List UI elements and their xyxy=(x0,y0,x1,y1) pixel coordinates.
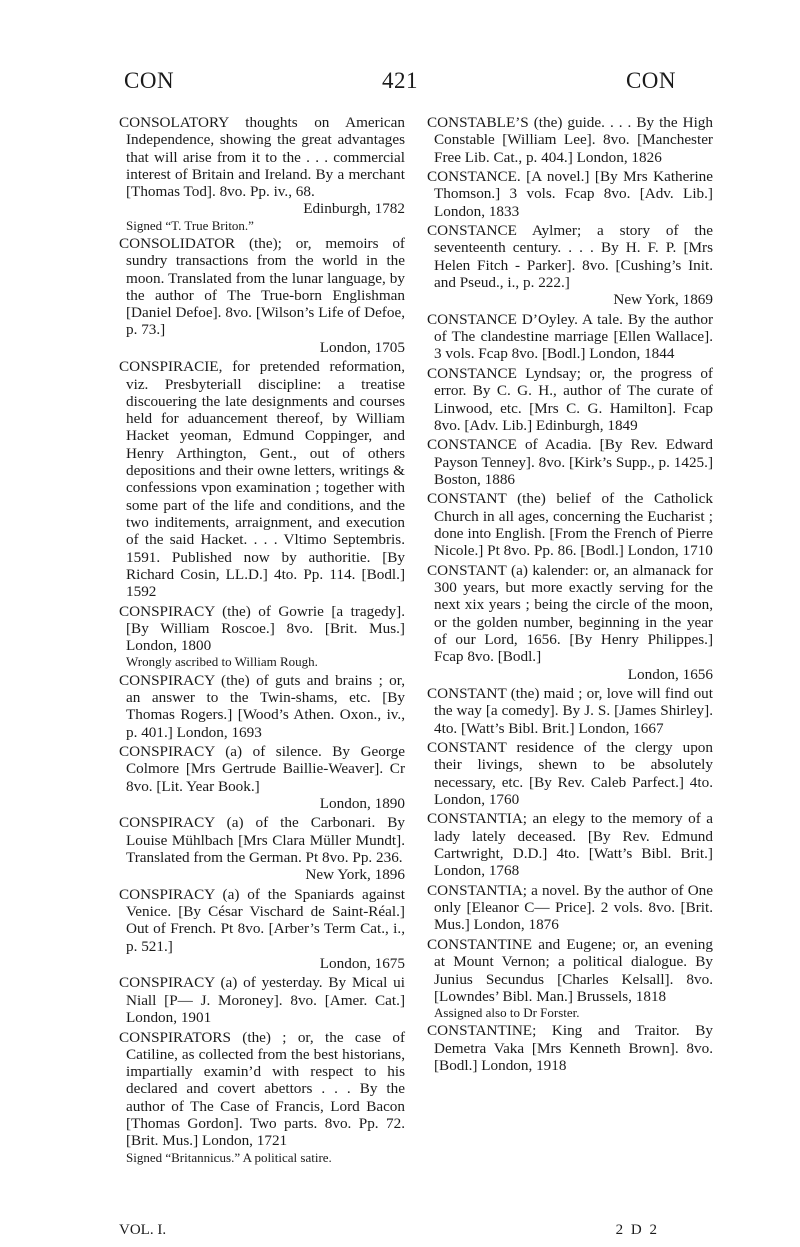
entry-text: CONSTANCE Aylmer; a story of the seventeenth century. . . . By H. F. P. [Mrs Helen Fitch - Parker]. 8vo. [Cushing’s Init. and Pseud., i., p. 222.] xyxy=(427,222,713,292)
catalogue-entry xyxy=(427,311,713,363)
entry-imprint: London, 1675 xyxy=(319,954,405,972)
entry-text: CONSPIRACY (the) of guts and brains ; or, an answer to the Twin-shams, etc. [By Thomas Rogers.] [Wood’s Athen. Oxon., iv., p. 401.] London, 1693 xyxy=(119,671,405,741)
entry-text: CONSTANCE Lyndsay; or, the progress of error. By C. G. H., author of The curate of Linwood, etc. [Mrs C. G. Hamilton]. Fcap 8vo. [Adv. Lib.] Edinburgh, 1849 xyxy=(427,364,713,434)
entry-text: CONSTANTIA; an elegy to the memory of a lady lately deceased. [By Rev. Edmund Cartwright, D.D.] 4to. [Watt’s Bibl. Brit.] London, 1768 xyxy=(427,810,713,880)
catalogue-entry xyxy=(119,814,405,883)
entry-text: CONSTANCE. [A novel.] [By Mrs Katherine Thomson.] 3 vols. Fcap 8vo. [Adv. Lib.] London, 1833 xyxy=(427,168,713,220)
entry-text: CONSPIRACY (a) of the Carbonari. By Louise Mühlbach [Mrs Clara Müller Mundt]. Translated from the German. Pt 8vo. Pp. 236. xyxy=(119,814,405,866)
entry-imprint: London, 1656 xyxy=(627,665,713,683)
entry-text: CONSPIRACY (a) of the Spaniards against Venice. [By César Vischard de Saint-Réal.] Out of French. Pt 8vo. [Arber’s Term Cat., i., p. 521.] xyxy=(119,885,405,955)
catalogue-entry xyxy=(119,886,405,972)
catalogue-entry xyxy=(427,685,713,737)
entry-text: CONSTANT (the) maid ; or, love will find out the way [a comedy]. By J. S. [James Shirley]. 4to. [Watt’s Bibl. Brit.] London, 1667 xyxy=(427,685,713,737)
entry-imprint: New York, 1869 xyxy=(613,291,713,309)
catalogue-entry xyxy=(427,810,713,879)
catalogue-entry xyxy=(119,603,405,670)
entry-text: CONSTANTINE and Eugene; or, an evening at Mount Vernon; a political dialogue. By Junius Secundus [Charles Kelsall]. 8vo. [Lowndes’ Bibl. Man.] Brussels, 1818 xyxy=(427,935,713,1005)
entry-note: Signed “T. True Briton.” xyxy=(126,217,254,233)
entry-imprint: Edinburgh, 1782 xyxy=(303,200,405,218)
entry-note: Wrongly ascribed to William Rough. xyxy=(126,654,318,670)
catalogue-entry xyxy=(119,743,405,812)
catalogue-entry xyxy=(427,739,713,808)
catalogue-entry xyxy=(427,222,713,308)
page-number: 421 xyxy=(382,68,418,93)
entry-text: CONSTABLE’S (the) guide. . . . By the High Constable [William Lee]. 8vo. [Manchester Free Lib. Cat., p. 404.] London, 1826 xyxy=(427,114,713,166)
entry-text: CONSTANT (the) belief of the Catholick Church in all ages, concerning the Eucharist ; done into English. [From the French of Pierre Nicole.] Pt 8vo. Pp. 86. [Bodl.] London, 1710 xyxy=(427,490,713,560)
entry-text: CONSPIRACY (the) of Gowrie [a tragedy]. [By William Roscoe.] 8vo. [Brit. Mus.] London, 1800 xyxy=(119,602,405,655)
catalogue-entry xyxy=(427,1022,713,1074)
entry-text: CONSTANCE of Acadia. [By Rev. Edward Payson Tenney]. 8vo. [Kirk’s Supp., p. 1425.] Boston, 1886 xyxy=(427,436,713,488)
entry-imprint: London, 1890 xyxy=(319,794,405,812)
entry-text: CONSTANT residence of the clergy upon their livings, shewn to be absolutely necessary, etc. [By Rev. Caleb Parfect.] 4to. London, 1760 xyxy=(427,739,713,808)
entry-note: Signed “Britannicus.” A political satire. xyxy=(126,1149,332,1165)
page-footer xyxy=(119,1222,709,1239)
catalogue-entry xyxy=(427,490,713,559)
entry-text: CONSOLATORY thoughts on American Independence, showing the great advantages that will arise from it to the . . . commercial interest of Britain and Ireland. By a merchant [Thomas Tod]. 8vo. Pp. iv., 68. xyxy=(119,114,405,201)
catalogue-entry xyxy=(427,936,713,1020)
entry-text: CONSPIRACIE, for pretended reformation, viz. Presbyteriall discipline: a treatise discouering the late designments and courses held for aduancement thereof, by William Hacket yeoman, Edmund Coppinger, and Henry Arthington, Gent., out of others depositions and their owne letters, writings & confessions vpon examination ; together with some part of the life and conditions, and the two inditements, arraignment, and execution of the said Hacket. . . . Vltimo Septembris. 1591. Published now by authoritie. [By Richard Cosin, LL.D.] 4to. Pp. 114. [Bodl.] 1592 xyxy=(119,358,405,601)
catalogue-entry xyxy=(119,974,405,1026)
entry-text: CONSTANT (a) kalender: or, an almanack for 300 years, but more exactly serving for the next xix years ; being the circle of the moon, or the golden number, beginning in the year of our Lord, 1656. [By Henry Philippes.] Fcap 8vo. [Bodl.] xyxy=(427,561,713,666)
catalogue-entry xyxy=(427,562,713,683)
entry-imprint: London, 1705 xyxy=(319,338,405,356)
entry-text: CONSPIRACY (a) of yesterday. By Mical ui Niall [P— J. Moroney]. 8vo. [Amer. Cat.] London, 1901 xyxy=(119,974,405,1027)
catalogue-entry xyxy=(119,358,405,600)
running-head-left: CON xyxy=(124,68,175,93)
left-column xyxy=(119,114,405,1167)
entry-text: CONSPIRATORS (the) ; or, the case of Catiline, as collected from the best historians, impartially examin’d with respect to his declared and covert abettors . . . By the author of The Case of Francis, Lord Bacon [Thomas Gordon]. Two parts. 8vo. Pp. 72. [Brit. Mus.] London, 1721 xyxy=(119,1028,405,1150)
entry-text: CONSPIRACY (a) of silence. By George Colmore [Mrs Gertrude Baillie-Weaver]. Cr 8vo. [Lit. Year Book.] xyxy=(119,743,405,795)
catalogue-entry xyxy=(427,882,713,934)
catalogue-entry xyxy=(427,114,713,166)
entry-text: CONSOLIDATOR (the); or, memoirs of sundry transactions from the world in the moon. Translated from the lunar language, by the author of The True-born Englishman [Daniel Defoe]. 8vo. [Wilson’s Life of Defoe, p. 73.] xyxy=(119,234,405,339)
catalogue-entry xyxy=(119,1029,405,1165)
running-head xyxy=(124,68,676,98)
right-column xyxy=(427,114,713,1076)
catalogue-entry xyxy=(119,672,405,741)
entry-text: CONSTANTINE; King and Traitor. By Demetra Vaka [Mrs Kenneth Brown]. 8vo. [Bodl.] London, 1918 xyxy=(427,1022,713,1074)
catalogue-entry xyxy=(427,436,713,488)
entry-imprint: New York, 1896 xyxy=(305,866,405,884)
catalogue-entry xyxy=(119,235,405,356)
volume-label: VOL. I. xyxy=(119,1222,167,1238)
running-head-right: CON xyxy=(625,68,676,93)
entry-text: CONSTANTIA; a novel. By the author of One only [Eleanor C— Price]. 2 vols. 8vo. [Brit. Mus.] London, 1876 xyxy=(427,881,713,934)
signature-mark: 2 D 2 xyxy=(615,1222,659,1238)
entry-note: Assigned also to Dr Forster. xyxy=(434,1005,580,1021)
catalogue-entry xyxy=(119,114,405,233)
catalogue-entry xyxy=(427,365,713,434)
entry-text: CONSTANCE D’Oyley. A tale. By the author of The clandestine marriage [Ellen Wallace]. 3 vols. Fcap 8vo. [Bodl.] London, 1844 xyxy=(427,310,713,363)
catalogue-entry xyxy=(427,168,713,220)
